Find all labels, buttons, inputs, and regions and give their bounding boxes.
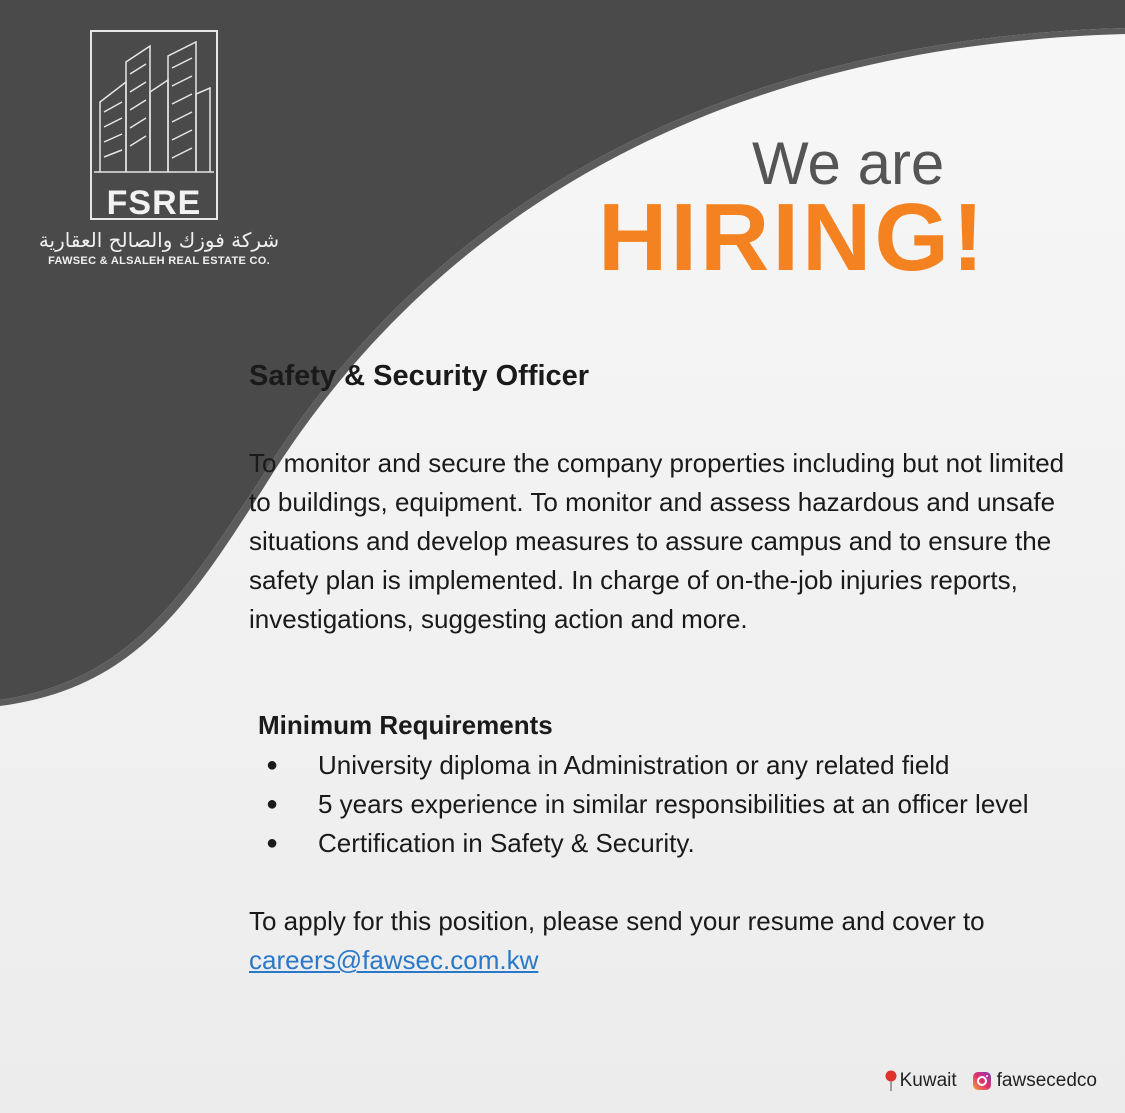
- job-description: To monitor and secure the company properties including but not limited to buildings, equipment. To monitor and assess hazardous and unsafe situations and develop measures to assure campus and to ensure the safety plan is implemented. In charge of on-the-job injuries reports, investigations, suggesting action and more.: [249, 448, 1065, 634]
- logo-frame: [90, 30, 218, 220]
- job-title: Safety & Security Officer: [249, 360, 590, 392]
- list-item: [262, 824, 1102, 863]
- bullet-icon: ●: [266, 793, 279, 815]
- instagram-icon: [973, 1072, 991, 1090]
- apply-text: To apply for this position, please send your resume and cover to: [249, 906, 985, 936]
- logo-wordmark: FSRE: [106, 184, 202, 222]
- list-item: [262, 785, 1102, 824]
- requirements-heading: Minimum Requirements: [258, 710, 553, 740]
- bullet-icon: ●: [266, 832, 279, 854]
- headline-hiring: HIRING!: [598, 184, 987, 291]
- requirement-text: University diploma in Administration or any related field: [318, 750, 950, 780]
- requirements-list: [262, 746, 1102, 863]
- apply-instructions: [249, 902, 1089, 980]
- requirement-text: 5 years experience in similar responsibilities at an officer level: [318, 789, 1029, 819]
- company-name-arabic: شركة فوزك والصالح العقارية: [38, 228, 280, 252]
- headline-we-are: We are: [752, 130, 945, 197]
- location-pin-icon: [884, 1070, 898, 1092]
- instagram-handle[interactable]: fawsecedco: [996, 1070, 1097, 1091]
- list-item: [262, 746, 1102, 785]
- footer: [884, 1070, 1097, 1092]
- email-link[interactable]: careers@fawsec.com.kw: [249, 945, 539, 975]
- buildings-icon: [92, 32, 216, 182]
- bullet-icon: ●: [266, 754, 279, 776]
- location-text: Kuwait: [899, 1070, 957, 1091]
- company-logo: [14, 28, 304, 273]
- requirement-text: Certification in Safety & Security.: [318, 828, 695, 858]
- company-name-english: FAWSEC & ALSALEH REAL ESTATE CO.: [48, 255, 270, 267]
